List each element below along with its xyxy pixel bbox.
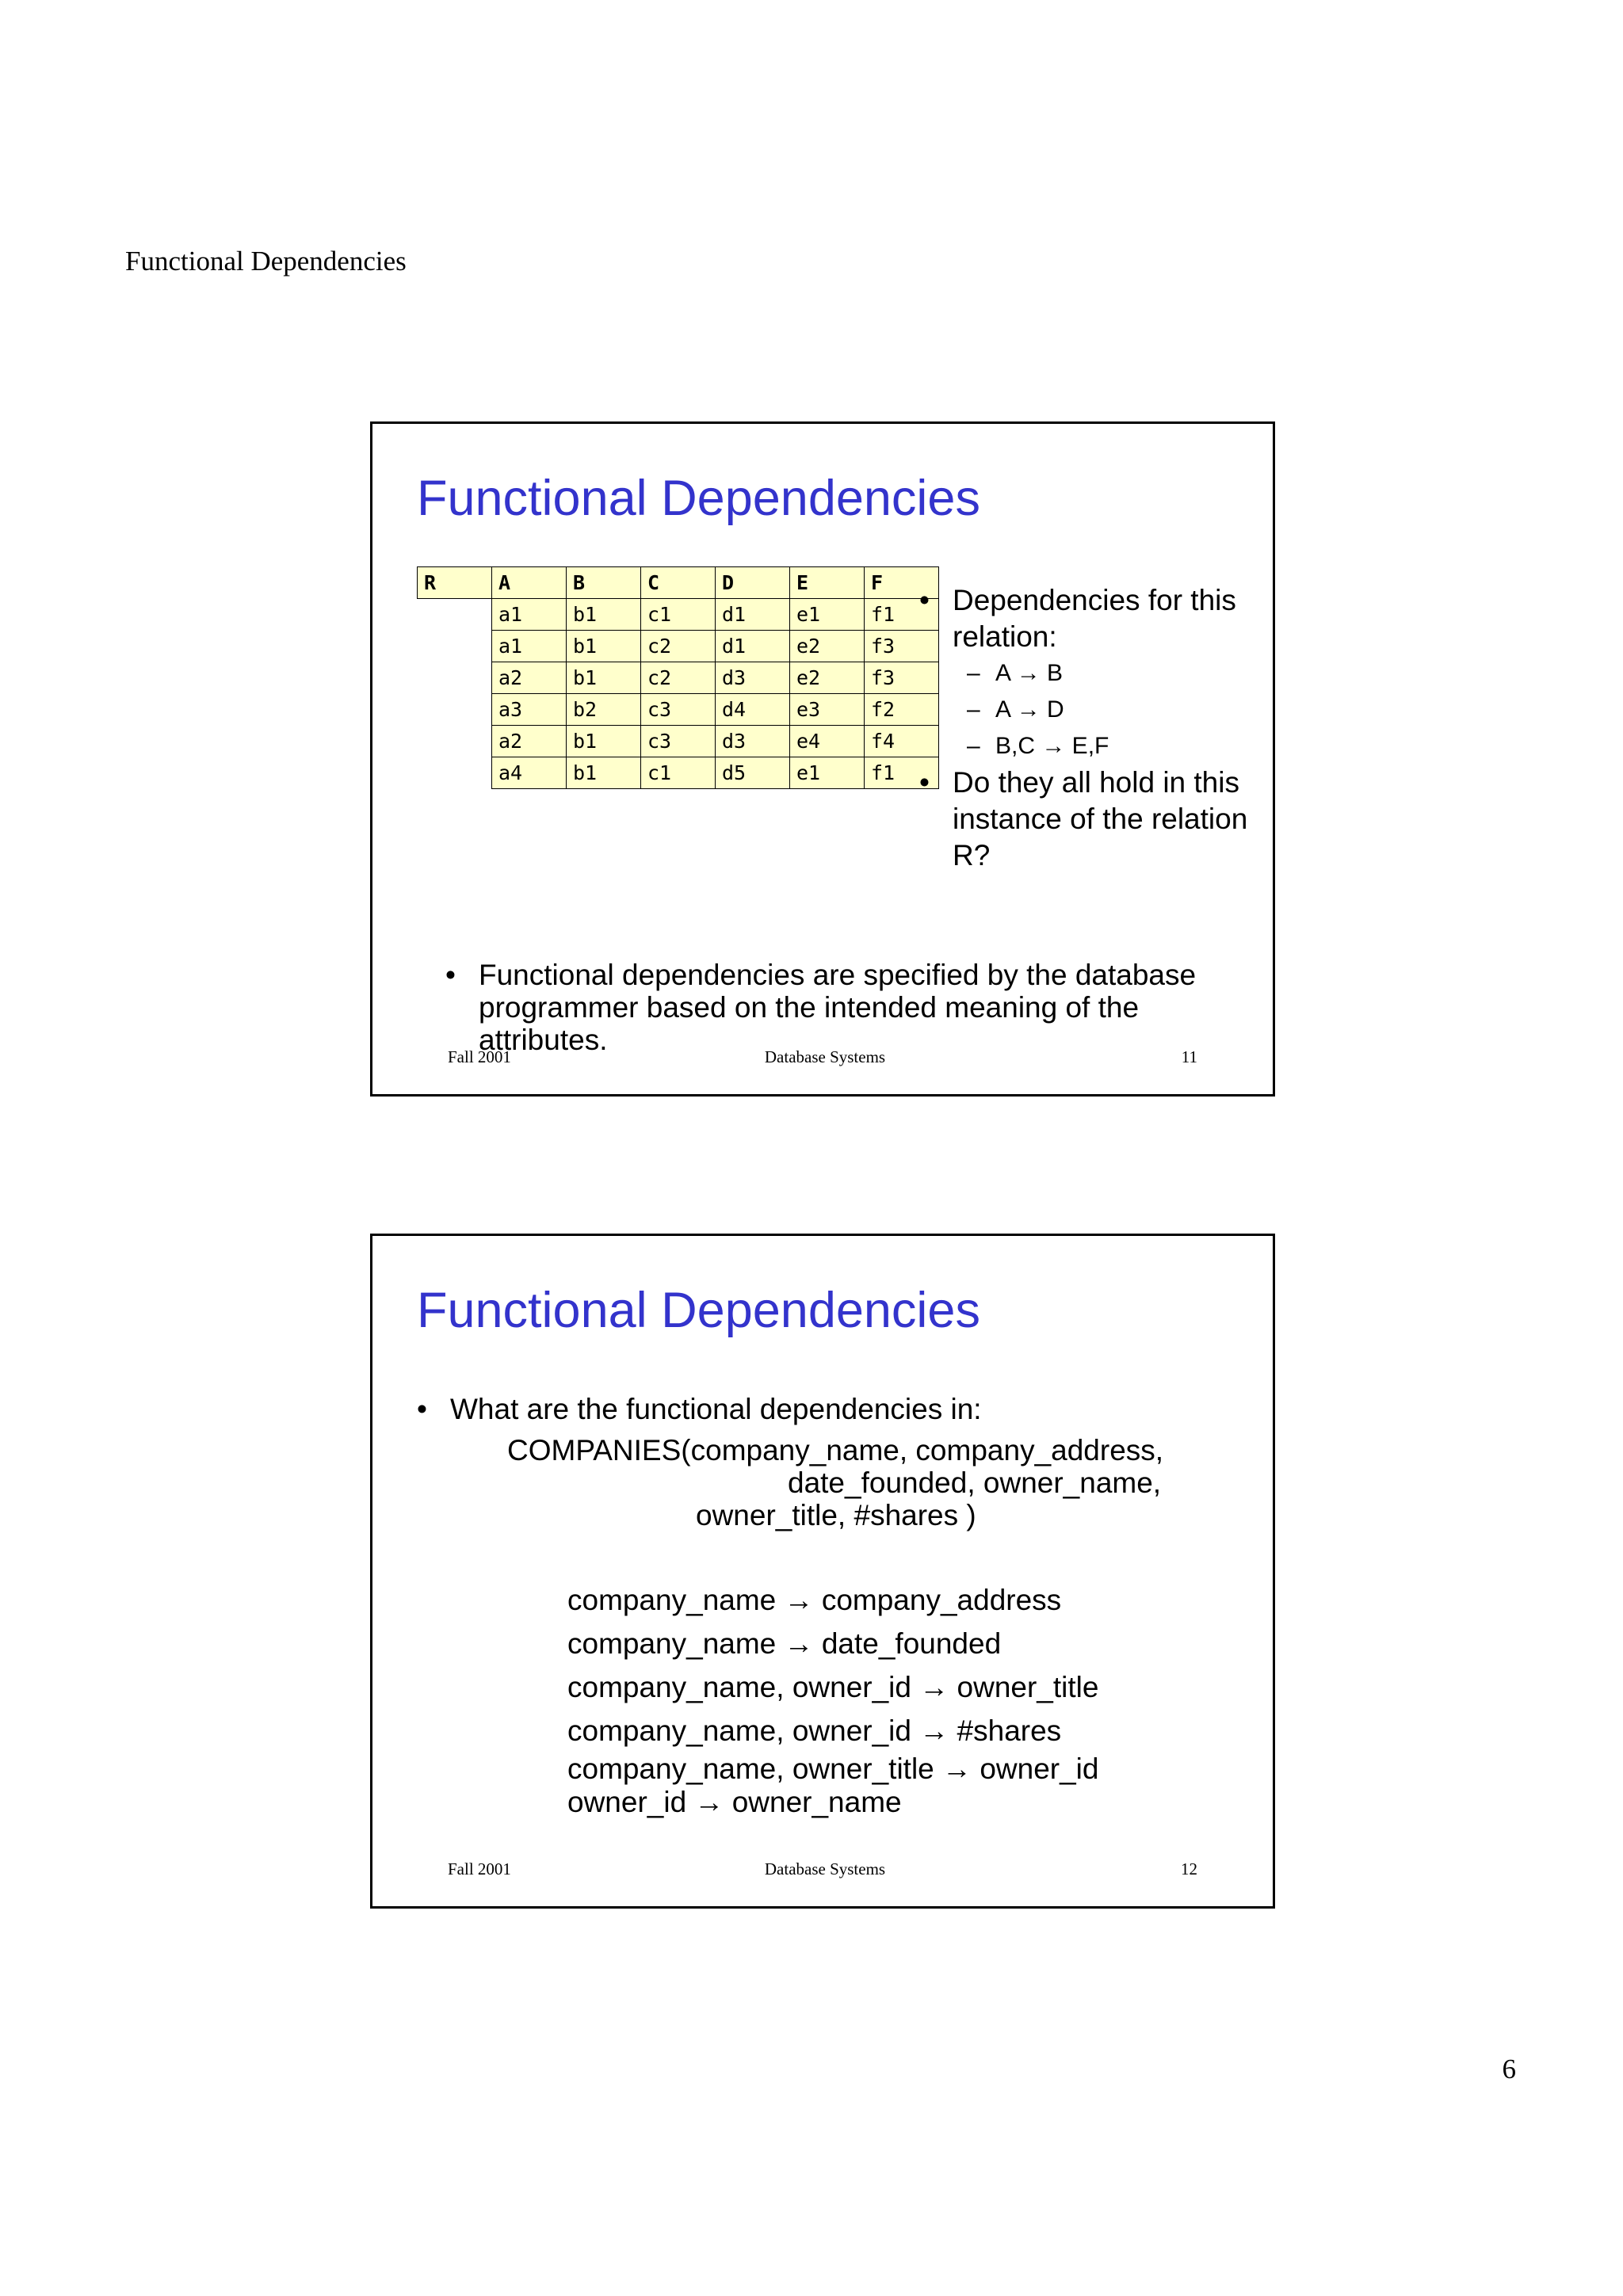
- table-row: [418, 757, 939, 789]
- table-cell: f3: [865, 631, 939, 662]
- table-cell: e2: [790, 631, 865, 662]
- table-row: [418, 599, 939, 631]
- slide-title: Functional Dependencies: [417, 471, 980, 526]
- table-cell: d5: [716, 757, 790, 789]
- bullet-text: Do they all hold in this instance of the relation R?: [953, 766, 1248, 871]
- bullet-icon: •: [919, 584, 930, 616]
- empty-cell: [418, 599, 492, 631]
- page-header: Functional Dependencies: [125, 246, 407, 277]
- table-row: [418, 694, 939, 726]
- table-cell: e1: [790, 599, 865, 631]
- table-cell: a4: [492, 757, 567, 789]
- sub-bullet-item: [919, 728, 1252, 765]
- table-cell: c2: [641, 631, 716, 662]
- dependencies-panel: [919, 582, 1252, 874]
- dash-icon: –: [967, 696, 980, 723]
- table-cell: a2: [492, 726, 567, 757]
- fd-item: company_name, owner_title → owner_id: [567, 1753, 1099, 1785]
- slide-title: Functional Dependencies: [417, 1283, 980, 1338]
- fd-item: company_name → date_founded: [567, 1627, 1002, 1660]
- table-cell: f1: [865, 599, 939, 631]
- question-text: What are the functional dependencies in:: [450, 1393, 982, 1425]
- table-cell: c3: [641, 694, 716, 726]
- schema-line: COMPANIES(company_name, company_address,: [507, 1434, 1164, 1466]
- table-row: [418, 662, 939, 694]
- column-header: C: [641, 567, 716, 599]
- bullet-icon: •: [417, 1393, 427, 1425]
- column-header: B: [567, 567, 641, 599]
- schema-line: date_founded, owner_name,: [788, 1466, 1162, 1499]
- table-cell: a1: [492, 631, 567, 662]
- table-cell: a2: [492, 662, 567, 694]
- table-cell: b1: [567, 599, 641, 631]
- schema-line: owner_title, #shares ): [696, 1499, 976, 1531]
- empty-cell: [418, 726, 492, 757]
- table-cell: e2: [790, 662, 865, 694]
- table-cell: a1: [492, 599, 567, 631]
- fd-item: company_name, owner_id → #shares: [567, 1714, 1062, 1747]
- table-row: [418, 726, 939, 757]
- sub-bullet-item: [919, 692, 1252, 728]
- dash-icon: –: [967, 733, 980, 759]
- table-cell: e1: [790, 757, 865, 789]
- table-cell: c1: [641, 599, 716, 631]
- table-cell: c1: [641, 757, 716, 789]
- note-bullet: [445, 959, 1238, 1056]
- dash-icon: –: [967, 660, 980, 686]
- note-text: Functional dependencies are specified by the database programmer based on the intended meaning of the attributes.: [479, 959, 1197, 1056]
- dependency-text: B,C → E,F: [995, 733, 1109, 759]
- column-header: D: [716, 567, 790, 599]
- table-cell: b1: [567, 631, 641, 662]
- dependency-text: A → D: [995, 696, 1064, 723]
- table-cell: d3: [716, 726, 790, 757]
- fd-list: [567, 1578, 1098, 1819]
- bullet-icon: •: [445, 959, 456, 991]
- table-cell: f1: [865, 757, 939, 789]
- fd-item: owner_id → owner_name: [567, 1786, 902, 1818]
- fd-item: company_name → company_address: [567, 1584, 1062, 1616]
- sub-bullet-item: [919, 655, 1252, 692]
- table-cell: d1: [716, 631, 790, 662]
- table-cell: b1: [567, 757, 641, 789]
- footer-course: Database Systems: [764, 1859, 886, 1878]
- table-cell: f3: [865, 662, 939, 694]
- dependency-text: A → B: [995, 660, 1064, 686]
- bullet-item: [919, 582, 1252, 655]
- empty-cell: [418, 662, 492, 694]
- bullet-item: [919, 765, 1252, 874]
- question-bullet: [417, 1393, 982, 1426]
- table-cell: b1: [567, 662, 641, 694]
- table-cell: e4: [790, 726, 865, 757]
- table-cell: d4: [716, 694, 790, 726]
- footer-date: Fall 2001: [448, 1859, 511, 1878]
- table-cell: c3: [641, 726, 716, 757]
- table-cell: d3: [716, 662, 790, 694]
- footer-date: Fall 2001: [448, 1047, 511, 1066]
- slide-12: [370, 1234, 1275, 1909]
- table-cell: a3: [492, 694, 567, 726]
- empty-cell: [418, 631, 492, 662]
- slide-11: [370, 421, 1275, 1097]
- empty-cell: [418, 757, 492, 789]
- column-header: A: [492, 567, 567, 599]
- table-cell: d1: [716, 599, 790, 631]
- footer-slide-number: 11: [1181, 1047, 1197, 1066]
- bullet-icon: •: [919, 766, 930, 799]
- table-row: [418, 631, 939, 662]
- table-cell: b1: [567, 726, 641, 757]
- table-cell: c2: [641, 662, 716, 694]
- footer-slide-number: 12: [1181, 1859, 1197, 1878]
- fd-item: company_name, owner_id → owner_title: [567, 1671, 1099, 1703]
- column-header: F: [865, 567, 939, 599]
- table-cell: f4: [865, 726, 939, 757]
- footer-course: Database Systems: [764, 1047, 886, 1066]
- table-cell: b2: [567, 694, 641, 726]
- table-header-row: [418, 567, 939, 599]
- relation-table: [417, 566, 939, 789]
- table-cell: f2: [865, 694, 939, 726]
- bullet-text: Dependencies for this relation:: [953, 584, 1236, 653]
- table-cell: e3: [790, 694, 865, 726]
- column-header: E: [790, 567, 865, 599]
- empty-cell: [418, 694, 492, 726]
- page-number: 6: [1502, 2054, 1516, 2084]
- table-name-cell: R: [418, 567, 492, 599]
